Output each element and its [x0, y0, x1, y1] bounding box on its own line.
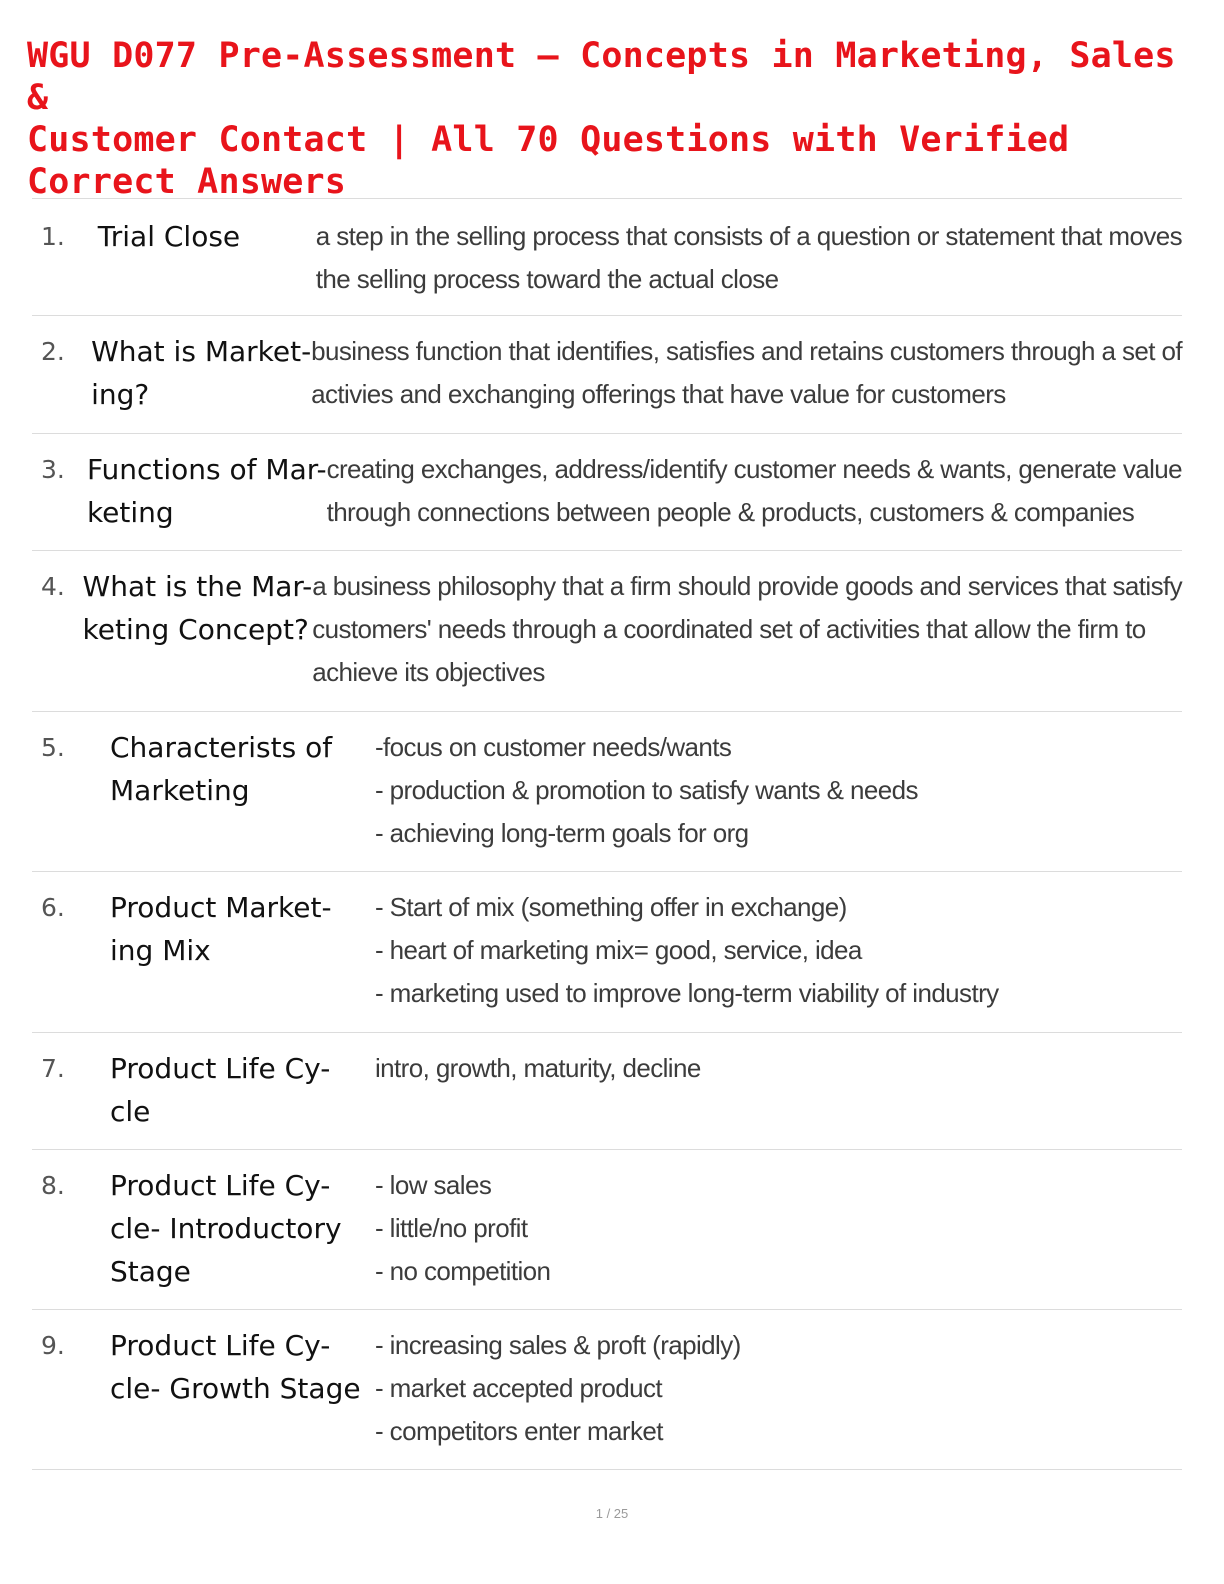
row-number: 2.	[41, 337, 65, 366]
term-line: ing?	[91, 378, 150, 411]
term-line: What is the Mar-	[82, 570, 313, 603]
term-line: cle- Growth Stage	[110, 1372, 361, 1405]
title-line-1: WGU D077 Pre-Assessment – Concepts in Marketing, Sales &	[27, 36, 1176, 118]
term-line: cle- Introductory	[110, 1212, 342, 1245]
title-line-2: Customer Contact | All 70 Questions with Verified	[27, 120, 1070, 160]
definition-line: - competitors enter market	[375, 1416, 663, 1446]
definition-line: -focus on customer needs/wants	[375, 732, 732, 762]
row-number: 7.	[41, 1054, 65, 1083]
definition	[375, 726, 1182, 871]
term-line: Product Life Cy-	[110, 1052, 331, 1085]
row-number: 4.	[41, 572, 65, 601]
definition-line: intro, growth, maturity, decline	[375, 1053, 701, 1083]
definition	[311, 330, 1182, 433]
flashcard-table	[32, 198, 1182, 1470]
table-row	[32, 712, 1182, 872]
page-number: 1 / 25	[595, 1506, 629, 1521]
table-row	[32, 551, 1182, 712]
definition	[327, 448, 1182, 550]
term	[83, 565, 313, 711]
term-line: cle	[110, 1095, 151, 1128]
term-line: keting Concept?	[82, 613, 309, 646]
table-row	[32, 434, 1182, 551]
definition-line: achieve its objectives	[312, 657, 545, 687]
term	[110, 1324, 375, 1469]
term	[87, 448, 327, 550]
term-line: Product Life Cy-	[110, 1329, 331, 1362]
definition-line: - achieving long-term goals for org	[375, 818, 749, 848]
definition-line: customers' needs through a coordinated set of activities that allow the firm to	[312, 614, 1146, 644]
table-row	[32, 199, 1182, 316]
definition	[316, 215, 1182, 315]
definition-line: - Start of mix (something offer in exchange)	[375, 892, 847, 922]
definition-line: - marketing used to improve long-term viability of industry	[375, 978, 999, 1008]
definition-line: - little/no profit	[375, 1213, 528, 1243]
term	[110, 1164, 375, 1309]
title-line-3: Correct Answers	[27, 162, 347, 202]
table-row	[32, 1310, 1182, 1470]
row-number: 9.	[41, 1331, 65, 1360]
table-row	[32, 1033, 1182, 1150]
term-line: Product Life Cy-	[110, 1169, 331, 1202]
row-number: 3.	[41, 455, 65, 484]
term	[98, 215, 316, 315]
definition-line: - production & promotion to satisfy wants & needs	[375, 775, 918, 805]
row-number: 1.	[41, 222, 65, 251]
definition-line: - no competition	[375, 1256, 551, 1286]
definition-line: through connections between people & products, customers & companies	[326, 497, 1135, 527]
definition	[375, 1324, 1182, 1469]
definition-line: - increasing sales & proft (rapidly)	[375, 1330, 741, 1360]
definition-line: activies and exchanging offerings that have value for customers	[311, 379, 1006, 409]
table-row	[32, 872, 1182, 1033]
row-number: 8.	[41, 1171, 65, 1200]
definition-line: - market accepted product	[375, 1373, 663, 1403]
table-row	[32, 316, 1182, 434]
term	[110, 726, 375, 871]
definition-line: a business philosophy that a firm should provide goods and services that satisfy	[312, 571, 1182, 601]
term	[110, 886, 375, 1032]
term-line: ing Mix	[110, 934, 211, 967]
definition-line: business function that identifies, satisfies and retains customers through a set of	[311, 336, 1182, 366]
document-title	[27, 35, 1202, 203]
definition	[375, 1164, 1182, 1309]
definition-line: the selling process toward the actual close	[315, 264, 779, 294]
table-row	[32, 1150, 1182, 1310]
term-line: What is Market-	[91, 335, 312, 368]
definition	[312, 565, 1182, 711]
definition	[375, 1047, 1182, 1149]
term-line: Characterists of	[110, 731, 333, 764]
definition-line: - heart of marketing mix= good, service, idea	[375, 935, 862, 965]
definition-line: creating exchanges, address/identify customer needs & wants, generate value	[326, 454, 1182, 484]
term-line: Stage	[110, 1255, 191, 1288]
term-line: keting	[86, 496, 174, 529]
term-line: Product Market-	[110, 891, 332, 924]
row-number: 5.	[41, 733, 65, 762]
term-line: Trial Close	[97, 220, 241, 253]
term-line: Functions of Mar-	[86, 453, 327, 486]
term	[91, 330, 311, 433]
definition-line: a step in the selling process that consists of a question or statement that moves	[315, 221, 1182, 251]
term-line: Marketing	[110, 774, 250, 807]
definition	[375, 886, 1182, 1032]
term	[110, 1047, 375, 1149]
row-number: 6.	[41, 893, 65, 922]
definition-line: - low sales	[375, 1170, 492, 1200]
